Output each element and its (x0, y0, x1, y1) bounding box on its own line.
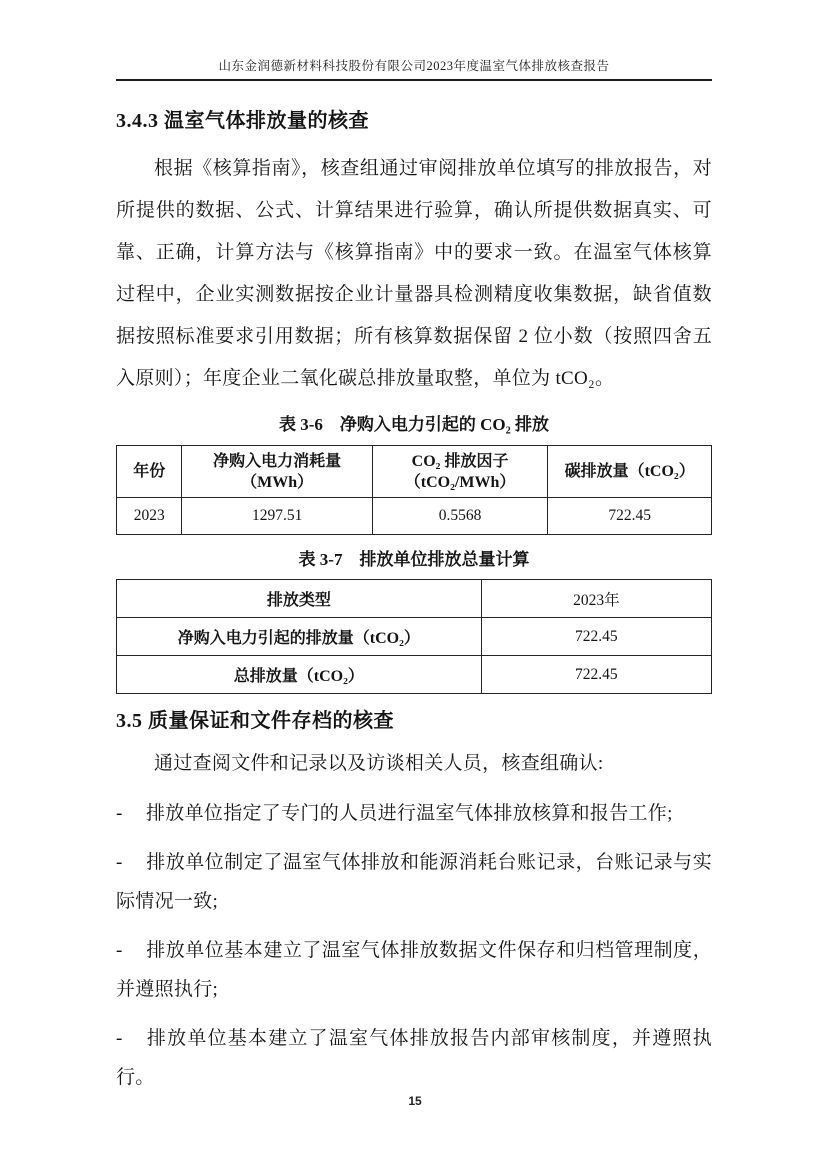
bullet-list (116, 794, 712, 1097)
page-header (116, 56, 712, 81)
bullet-text: 排放单位指定了专门的人员进行温室气体排放核算和报告工作; (146, 803, 673, 824)
bullet-dash: - (116, 803, 123, 824)
list-item (116, 1019, 712, 1097)
section-heading-3-5: 3.5 质量保证和文件存档的核查 (116, 710, 394, 732)
bullet-dash: - (116, 940, 123, 961)
t37-row1-value: 722.45 (481, 618, 711, 656)
t36-header-emission (548, 446, 712, 498)
section-3-4-3-paragraph: 根据《核算指南》，核查组通过审阅排放单位填写的排放报告，对所提供的数据、公式、计算结果进行验算，确认所提供数据真实、可靠、正确，计算方法与《核算指南》中的要求一致。在温室气体核算过程中，企业实测数据按企业计量器具检测精度收集数据，缺省值数据按照标准要求引用数据；所有核算数据保留 2 位小数（按照四舍五入原则）；年度企业二氧化碳总排放量取整，单位为 tCO₂。 (116, 158, 712, 389)
t36-header-factor-line2: （tCO₂/MWh） (404, 473, 516, 491)
t37-row2-label: 总排放量（tCO₂） (117, 656, 482, 694)
t37-row2-value: 722.45 (481, 656, 711, 694)
table-3-7-caption: 表 3-7 排放单位排放总量计算 (298, 550, 530, 569)
table-row (117, 618, 712, 656)
page-number: 15 (408, 1094, 422, 1108)
page-footer (0, 1092, 830, 1110)
bullet-text: 排放单位基本建立了温室气体排放数据文件保存和归档管理制度，并遵照执行; (116, 940, 712, 1000)
table-3-6 (116, 445, 712, 535)
bullet-dash: - (116, 1028, 123, 1049)
section-3-5-intro: 通过查阅文件和记录以及访谈相关人员，核查组确认: (154, 753, 604, 774)
t37-header-type: 排放类型 (117, 580, 482, 618)
bullet-text: 排放单位基本建立了温室气体排放报告内部审核制度，并遵照执行。 (116, 1028, 712, 1088)
section-heading-3-4-3: 3.4.3 温室气体排放量的核查 (116, 110, 369, 132)
t37-row1-label: 净购入电力引起的排放量（tCO₂） (117, 618, 482, 656)
t36-header-year-label: 年份 (133, 463, 166, 480)
t36-cell-emission: 722.45 (548, 498, 712, 535)
t36-cell-factor: 0.5568 (372, 498, 548, 535)
t37-header-year: 2023年 (481, 580, 711, 618)
t36-header-emission-label: 碳排放量（tCO₂） (564, 463, 695, 480)
t36-header-consumption-line1: 净购入电力消耗量 (213, 452, 342, 470)
table-3-6-caption: 表 3-6 净购入电力引起的 CO₂ 排放 (278, 415, 549, 434)
list-item (116, 931, 712, 1009)
t36-header-factor-line1: CO₂ 排放因子 (411, 452, 509, 470)
table-row (117, 580, 712, 618)
bullet-text: 排放单位制定了温室气体排放和能源消耗台账记录，台账记录与实际情况一致; (116, 852, 712, 912)
table-3-7 (116, 579, 712, 694)
t36-header-consumption-line2: （MWh） (241, 473, 314, 491)
t36-header-year (117, 446, 182, 498)
t36-cell-consumption: 1297.51 (182, 498, 372, 535)
t36-cell-year: 2023 (117, 498, 182, 535)
page-content (116, 100, 712, 1097)
t36-header-consumption (182, 446, 372, 498)
t36-header-factor (372, 446, 548, 498)
bullet-dash: - (116, 852, 123, 873)
list-item (116, 794, 712, 833)
table-row (117, 498, 712, 535)
header-title: 山东金润德新材料科技股份有限公司2023年度温室气体排放核查报告 (218, 59, 610, 73)
table-row (117, 656, 712, 694)
table-3-6-header-row (117, 446, 712, 498)
list-item (116, 843, 712, 921)
